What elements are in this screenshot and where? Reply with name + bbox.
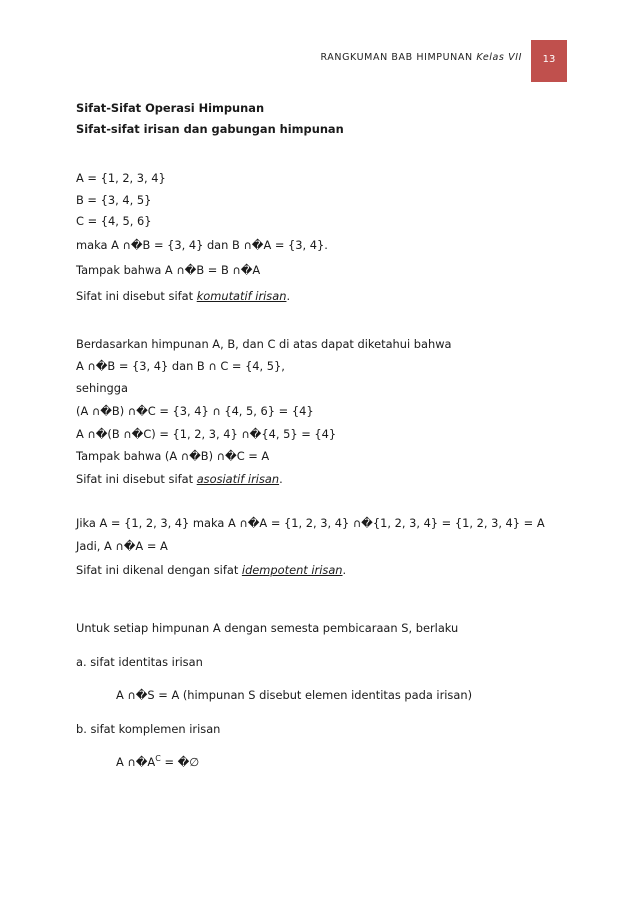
text-prefix: Sifat ini disebut sifat <box>76 289 197 303</box>
complement-formula <box>116 754 199 769</box>
formula-rest: = �∅ <box>160 754 200 769</box>
page-number: 13 <box>542 54 556 65</box>
complement-superscript: C <box>155 754 161 763</box>
idempotent-example: Jika A = {1, 2, 3, 4} maka A ∩�A = {1, 2, 3, 4} ∩�{1, 2, 3, 4} = {1, 2, 3, 4} = A <box>76 516 545 530</box>
text-suffix: . <box>342 563 347 577</box>
page-header <box>300 52 522 63</box>
text-suffix: . <box>279 472 283 486</box>
term-idempotent: idempotent irisan <box>241 563 343 577</box>
idempotent-result: Jadi, A ∩�A = A <box>76 539 168 553</box>
set-b-definition: B = {3, 4, 5} <box>76 193 152 207</box>
term-asosiatif: asosiatif irisan <box>196 472 280 486</box>
associative-step-1: (A ∩�B) ∩�C = {3, 4} ∩ {4, 5, 6} = {4} <box>76 404 314 418</box>
text-suffix: . <box>286 289 291 303</box>
list-item-complement: b. sifat komplemen irisan <box>76 722 221 736</box>
commutative-conclusion <box>76 289 290 303</box>
associative-intro: Berdasarkan himpunan A, B, dan C di atas dapat diketahui bahwa <box>76 337 452 351</box>
section-heading: Sifat-Sifat Operasi Himpunan <box>76 101 265 115</box>
associative-step-2: A ∩�(B ∩�C) = {1, 2, 3, 4} ∩�{4, 5} = {4} <box>76 427 337 441</box>
set-a-definition: A = {1, 2, 3, 4} <box>76 171 166 185</box>
term-komutatif: komutatif irisan <box>196 289 287 303</box>
universal-set-intro: Untuk setiap himpunan A dengan semesta pembicaraan S, berlaku <box>76 621 459 635</box>
text-prefix: Sifat ini disebut sifat <box>76 472 197 486</box>
intersection-result: maka A ∩�B = {3, 4} dan B ∩�A = {3, 4}. <box>76 238 328 252</box>
identity-formula: A ∩�S = A (himpunan S disebut elemen identitas pada irisan) <box>116 688 473 702</box>
header-title: RANGKUMAN BAB HIMPUNAN <box>320 52 473 63</box>
subsection-heading: Sifat-sifat irisan dan gabungan himpunan <box>76 122 344 136</box>
text-prefix: Sifat ini dikenal dengan sifat <box>76 563 242 577</box>
set-c-definition: C = {4, 5, 6} <box>76 214 152 228</box>
header-subtitle: Kelas VII <box>476 52 522 63</box>
commutative-statement: Tampak bahwa A ∩�B = B ∩�A <box>76 263 261 277</box>
associative-conclusion <box>76 472 283 486</box>
intersection-values: A ∩�B = {3, 4} dan B ∩ C = {4, 5}, <box>76 359 285 373</box>
sehingga-text: sehingga <box>76 381 128 395</box>
associative-statement: Tampak bahwa (A ∩�B) ∩�C = A <box>76 449 270 463</box>
formula-base: A ∩�A <box>116 754 156 769</box>
page-number-badge <box>531 40 567 82</box>
list-item-identity: a. sifat identitas irisan <box>76 655 203 669</box>
idempotent-conclusion <box>76 563 346 577</box>
